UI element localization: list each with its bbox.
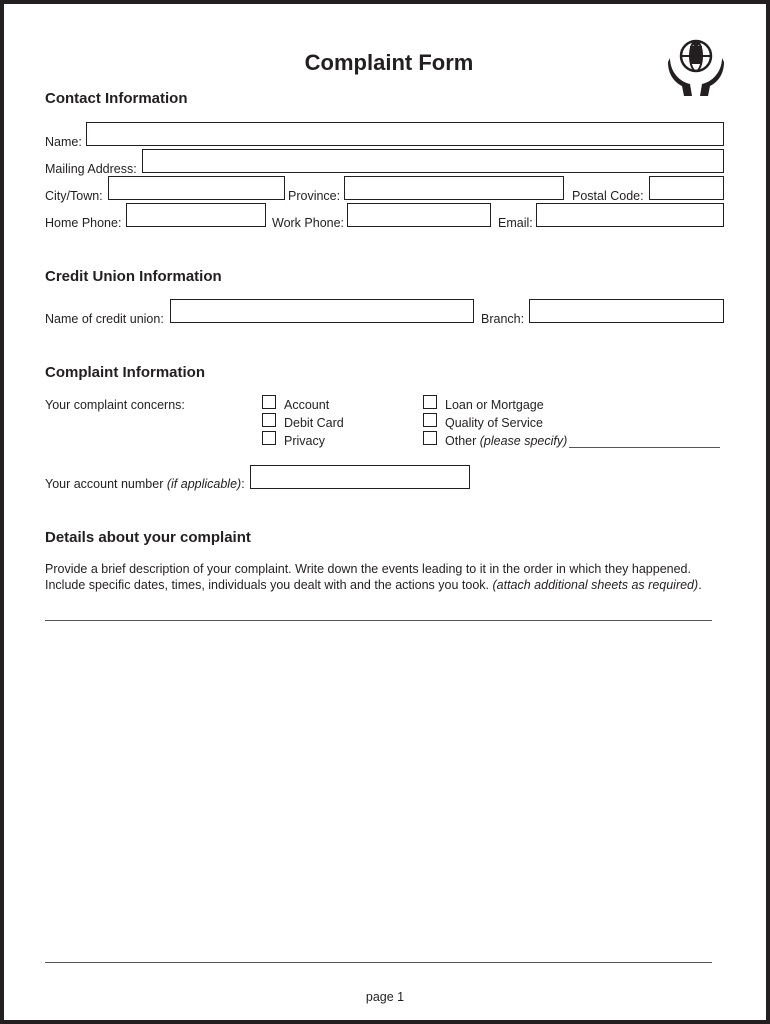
account-number-note: (if applicable) — [166, 477, 242, 491]
home-phone-field[interactable] — [126, 203, 266, 227]
page-title: Complaint Form — [304, 50, 474, 75]
name-field[interactable] — [86, 122, 724, 146]
complaint-information-heading: Complaint Information — [45, 364, 205, 381]
account-checkbox[interactable] — [262, 395, 276, 409]
other-option-label — [445, 434, 567, 448]
account-number-label — [45, 477, 245, 491]
complaint-concerns-label: Your complaint concerns: — [45, 398, 185, 412]
details-line-2-end: . — [698, 578, 702, 592]
privacy-checkbox[interactable] — [262, 431, 276, 445]
postal-code-field[interactable] — [649, 176, 724, 200]
city-town-label: City/Town: — [45, 189, 103, 203]
branch-field[interactable] — [529, 299, 724, 323]
city-town-field[interactable] — [108, 176, 285, 200]
details-instructions-line-1: Provide a brief description of your complaint. Write down the events leading to it in the order in which they happened. — [45, 562, 691, 576]
account-option-label: Account — [284, 398, 330, 412]
home-phone-label: Home Phone: — [45, 216, 122, 230]
details-line-2-text: Include specific dates, times, individuals you dealt with and the actions you took. — [45, 578, 490, 592]
privacy-option-label: Privacy — [284, 434, 325, 448]
details-heading: Details about your complaint — [45, 529, 251, 546]
postal-code-label: Postal Code: — [572, 189, 644, 203]
name-label: Name: — [45, 135, 82, 149]
mailing-address-field[interactable] — [142, 149, 724, 173]
account-number-field[interactable] — [250, 465, 470, 489]
details-top-rule — [45, 620, 712, 621]
email-label: Email: — [498, 216, 533, 230]
page-number: page 1 — [365, 990, 405, 1004]
other-specify-note: (please specify) — [479, 434, 568, 448]
mailing-address-label: Mailing Address: — [45, 162, 137, 176]
contact-information-heading: Contact Information — [45, 90, 188, 107]
account-number-label-text: Your account number — [45, 477, 164, 491]
other-specify-line[interactable] — [569, 447, 720, 448]
other-label-text: Other — [445, 434, 477, 448]
debit-card-checkbox[interactable] — [262, 413, 276, 427]
account-number-colon: : — [241, 477, 245, 491]
credit-union-name-label: Name of credit union: — [45, 312, 164, 326]
debit-card-option-label: Debit Card — [284, 416, 344, 430]
credit-union-information-heading: Credit Union Information — [45, 268, 222, 285]
email-field[interactable] — [536, 203, 724, 227]
quality-of-service-option-label: Quality of Service — [445, 416, 543, 430]
province-label: Province: — [288, 189, 341, 203]
credit-union-name-field[interactable] — [170, 299, 474, 323]
details-bottom-rule — [45, 962, 712, 963]
details-line-2-note: (attach additional sheets as required) — [492, 578, 699, 592]
loan-mortgage-checkbox[interactable] — [423, 395, 437, 409]
credit-union-logo-icon — [666, 38, 726, 98]
work-phone-field[interactable] — [347, 203, 491, 227]
details-writing-area[interactable] — [45, 624, 712, 960]
loan-mortgage-option-label: Loan or Mortgage — [445, 398, 544, 412]
province-field[interactable] — [344, 176, 564, 200]
work-phone-label: Work Phone: — [272, 216, 345, 230]
details-instructions — [45, 561, 735, 593]
other-checkbox[interactable] — [423, 431, 437, 445]
branch-label: Branch: — [481, 312, 525, 326]
details-instructions-line-2 — [45, 577, 735, 593]
quality-of-service-checkbox[interactable] — [423, 413, 437, 427]
